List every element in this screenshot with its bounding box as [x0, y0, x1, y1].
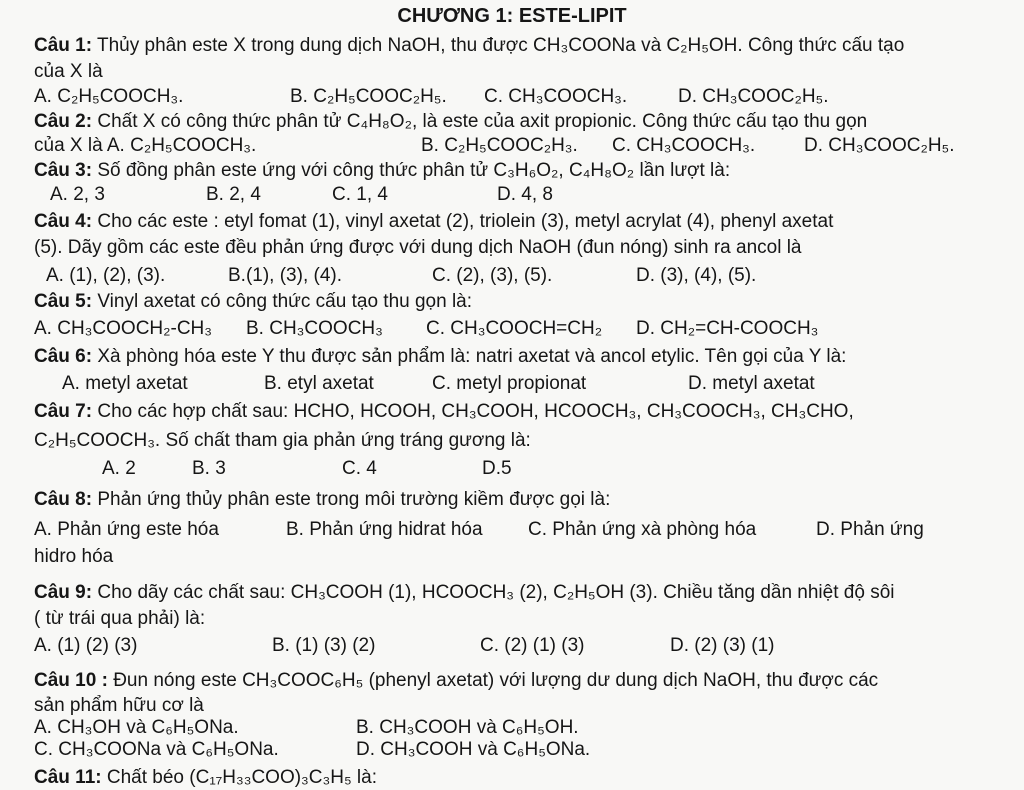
answer-option: B. Phản ứng hidrat hóa — [286, 519, 483, 540]
question-text: Cho các este : etyl fomat (1), vinyl axetat (2), triolein (3), metyl acrylat (4), phenyl axetat — [92, 211, 834, 232]
question-number: Câu 4: — [34, 211, 93, 232]
answer-option: C. CH₃COONa và C₆H₅ONa. — [34, 739, 279, 760]
question-text: Thủy phân este X trong dung dịch NaOH, thu được CH₃COONa và C₂H₅OH. Công thức cấu tạo — [92, 35, 905, 56]
question-line — [34, 210, 833, 234]
answer-option: B. CH₃COOCH₃ — [246, 318, 383, 339]
question-continuation — [34, 60, 103, 84]
answer-option: D. Phản ứng — [816, 519, 924, 540]
question-text: C₂H₅COOCH₃. Số chất tham gia phản ứng tráng gương là: — [34, 430, 531, 451]
question-text: (5). Dãy gồm các este đều phản ứng được với dung dịch NaOH (đun nóng) sinh ra ancol là — [34, 237, 802, 258]
question-text: của X là — [34, 61, 103, 82]
question-continuation — [34, 694, 204, 718]
answer-option: D. (2) (3) (1) — [670, 635, 775, 656]
answer-option: của X là A. C₂H₅COOCH₃. — [34, 135, 257, 156]
question-text: Đun nóng este CH₃COOC₆H₅ (phenyl axetat) với lượng dư dung dịch NaOH, thu được các — [107, 670, 879, 691]
question-text: sản phẩm hữu cơ là — [34, 695, 204, 716]
question-number: Câu 11: — [34, 767, 102, 788]
question-text: Chất béo (C₁₇H₃₃COO)₃C₃H₅ là: — [101, 767, 377, 788]
page-title: CHƯƠNG 1: ESTE-LIPIT — [397, 5, 627, 27]
answer-option: C. Phản ứng xà phòng hóa — [528, 519, 757, 540]
answer-option: A. 2 — [102, 458, 136, 479]
answer-option: C. CH₃COOCH₃. — [484, 86, 628, 107]
answer-option: C. (2), (3), (5). — [432, 265, 553, 286]
answer-option: D. 4, 8 — [497, 184, 553, 205]
answer-option: C. (2) (1) (3) — [480, 635, 585, 656]
question-text: Chất X có công thức phân tử C₄H₈O₂, là este của axit propionic. Công thức cấu tạo thu gọn — [92, 111, 868, 132]
answer-option: C. metyl propionat — [432, 373, 587, 394]
answer-option: D.5 — [482, 458, 512, 479]
question-number: Câu 7: — [34, 401, 93, 422]
answer-option: D. metyl axetat — [688, 373, 815, 394]
question-continuation — [34, 236, 802, 260]
question-text: Xà phòng hóa este Y thu được sản phẩm là: natri axetat và ancol etylic. Tên gọi của Y là: — [92, 346, 847, 367]
question-text: Số đồng phân este ứng với công thức phân tử C₃H₆O₂, C₄H₈O₂ lần lượt là: — [92, 160, 731, 181]
question-text: Vinyl axetat có công thức cấu tạo thu gọn là: — [92, 291, 473, 312]
answer-option: B. CH₃COOH và C₆H₅OH. — [356, 717, 579, 738]
answer-option: D. CH₃COOH và C₆H₅ONa. — [356, 739, 591, 760]
answer-option: B. 2, 4 — [206, 184, 261, 205]
answer-option: B. etyl axetat — [264, 373, 374, 394]
answer-option: A. CH₃OH và C₆H₅ONa. — [34, 717, 239, 738]
question-line — [34, 669, 878, 693]
answer-option: B. C₂H₅COOC₂H₅. — [290, 86, 447, 107]
question-text: hidro hóa — [34, 546, 114, 567]
answer-option: C. 4 — [342, 458, 377, 479]
answer-option: D. CH₂=CH-COOCH₃ — [636, 318, 819, 339]
answer-option: A. Phản ứng este hóa — [34, 519, 219, 540]
question-number: Câu 5: — [34, 291, 93, 312]
answer-option: D. CH₃COOC₂H₅. — [678, 86, 829, 107]
answer-option: C. CH₃COOCH₃. — [612, 135, 756, 156]
question-number: Câu 1: — [34, 35, 93, 56]
question-line — [34, 766, 377, 790]
question-line — [34, 110, 867, 134]
question-text: Cho các hợp chất sau: HCHO, HCOOH, CH₃COOH, HCOOCH₃, CH₃COOCH₃, CH₃CHO, — [92, 401, 854, 422]
answer-option: D. (3), (4), (5). — [636, 265, 757, 286]
question-line — [34, 290, 472, 314]
question-continuation — [34, 429, 531, 453]
question-continuation — [34, 607, 205, 631]
answer-option: A. metyl axetat — [62, 373, 188, 394]
question-line — [34, 400, 854, 424]
question-line — [34, 159, 730, 183]
answer-option: D. CH₃COOC₂H₅. — [804, 135, 955, 156]
question-number: Câu 8: — [34, 489, 93, 510]
question-number: Câu 9: — [34, 582, 93, 603]
answer-option: B. (1) (3) (2) — [272, 635, 376, 656]
answer-option: A. (1), (2), (3). — [46, 265, 166, 286]
question-number: Câu 2: — [34, 111, 93, 132]
answer-option: A. C₂H₅COOCH₃. — [34, 86, 184, 107]
question-number: Câu 3: — [34, 160, 93, 181]
question-number: Câu 10 : — [34, 670, 108, 691]
question-line — [34, 345, 846, 369]
answer-option: B. 3 — [192, 458, 226, 479]
answer-option: B.(1), (3), (4). — [228, 265, 343, 286]
question-number: Câu 6: — [34, 346, 93, 367]
answer-option: B. C₂H₅COOC₂H₃. — [421, 135, 578, 156]
answer-option: C. CH₃COOCH=CH₂ — [426, 318, 603, 339]
question-text: Phản ứng thủy phân este trong môi trường kiềm được gọi là: — [92, 489, 611, 510]
question-line — [34, 488, 610, 512]
answer-option: A. CH₃COOCH₂-CH₃ — [34, 318, 213, 339]
answer-option: A. 2, 3 — [50, 184, 105, 205]
question-line — [34, 34, 904, 58]
question-line — [34, 581, 894, 605]
question-text: ( từ trái qua phải) là: — [34, 608, 206, 629]
answer-option: A. (1) (2) (3) — [34, 635, 138, 656]
question-continuation — [34, 545, 113, 569]
question-text: Cho dãy các chất sau: CH₃COOH (1), HCOOCH₃ (2), C₂H₅OH (3). Chiều tăng dần nhiệt độ sôi — [92, 582, 895, 603]
answer-option: C. 1, 4 — [332, 184, 388, 205]
